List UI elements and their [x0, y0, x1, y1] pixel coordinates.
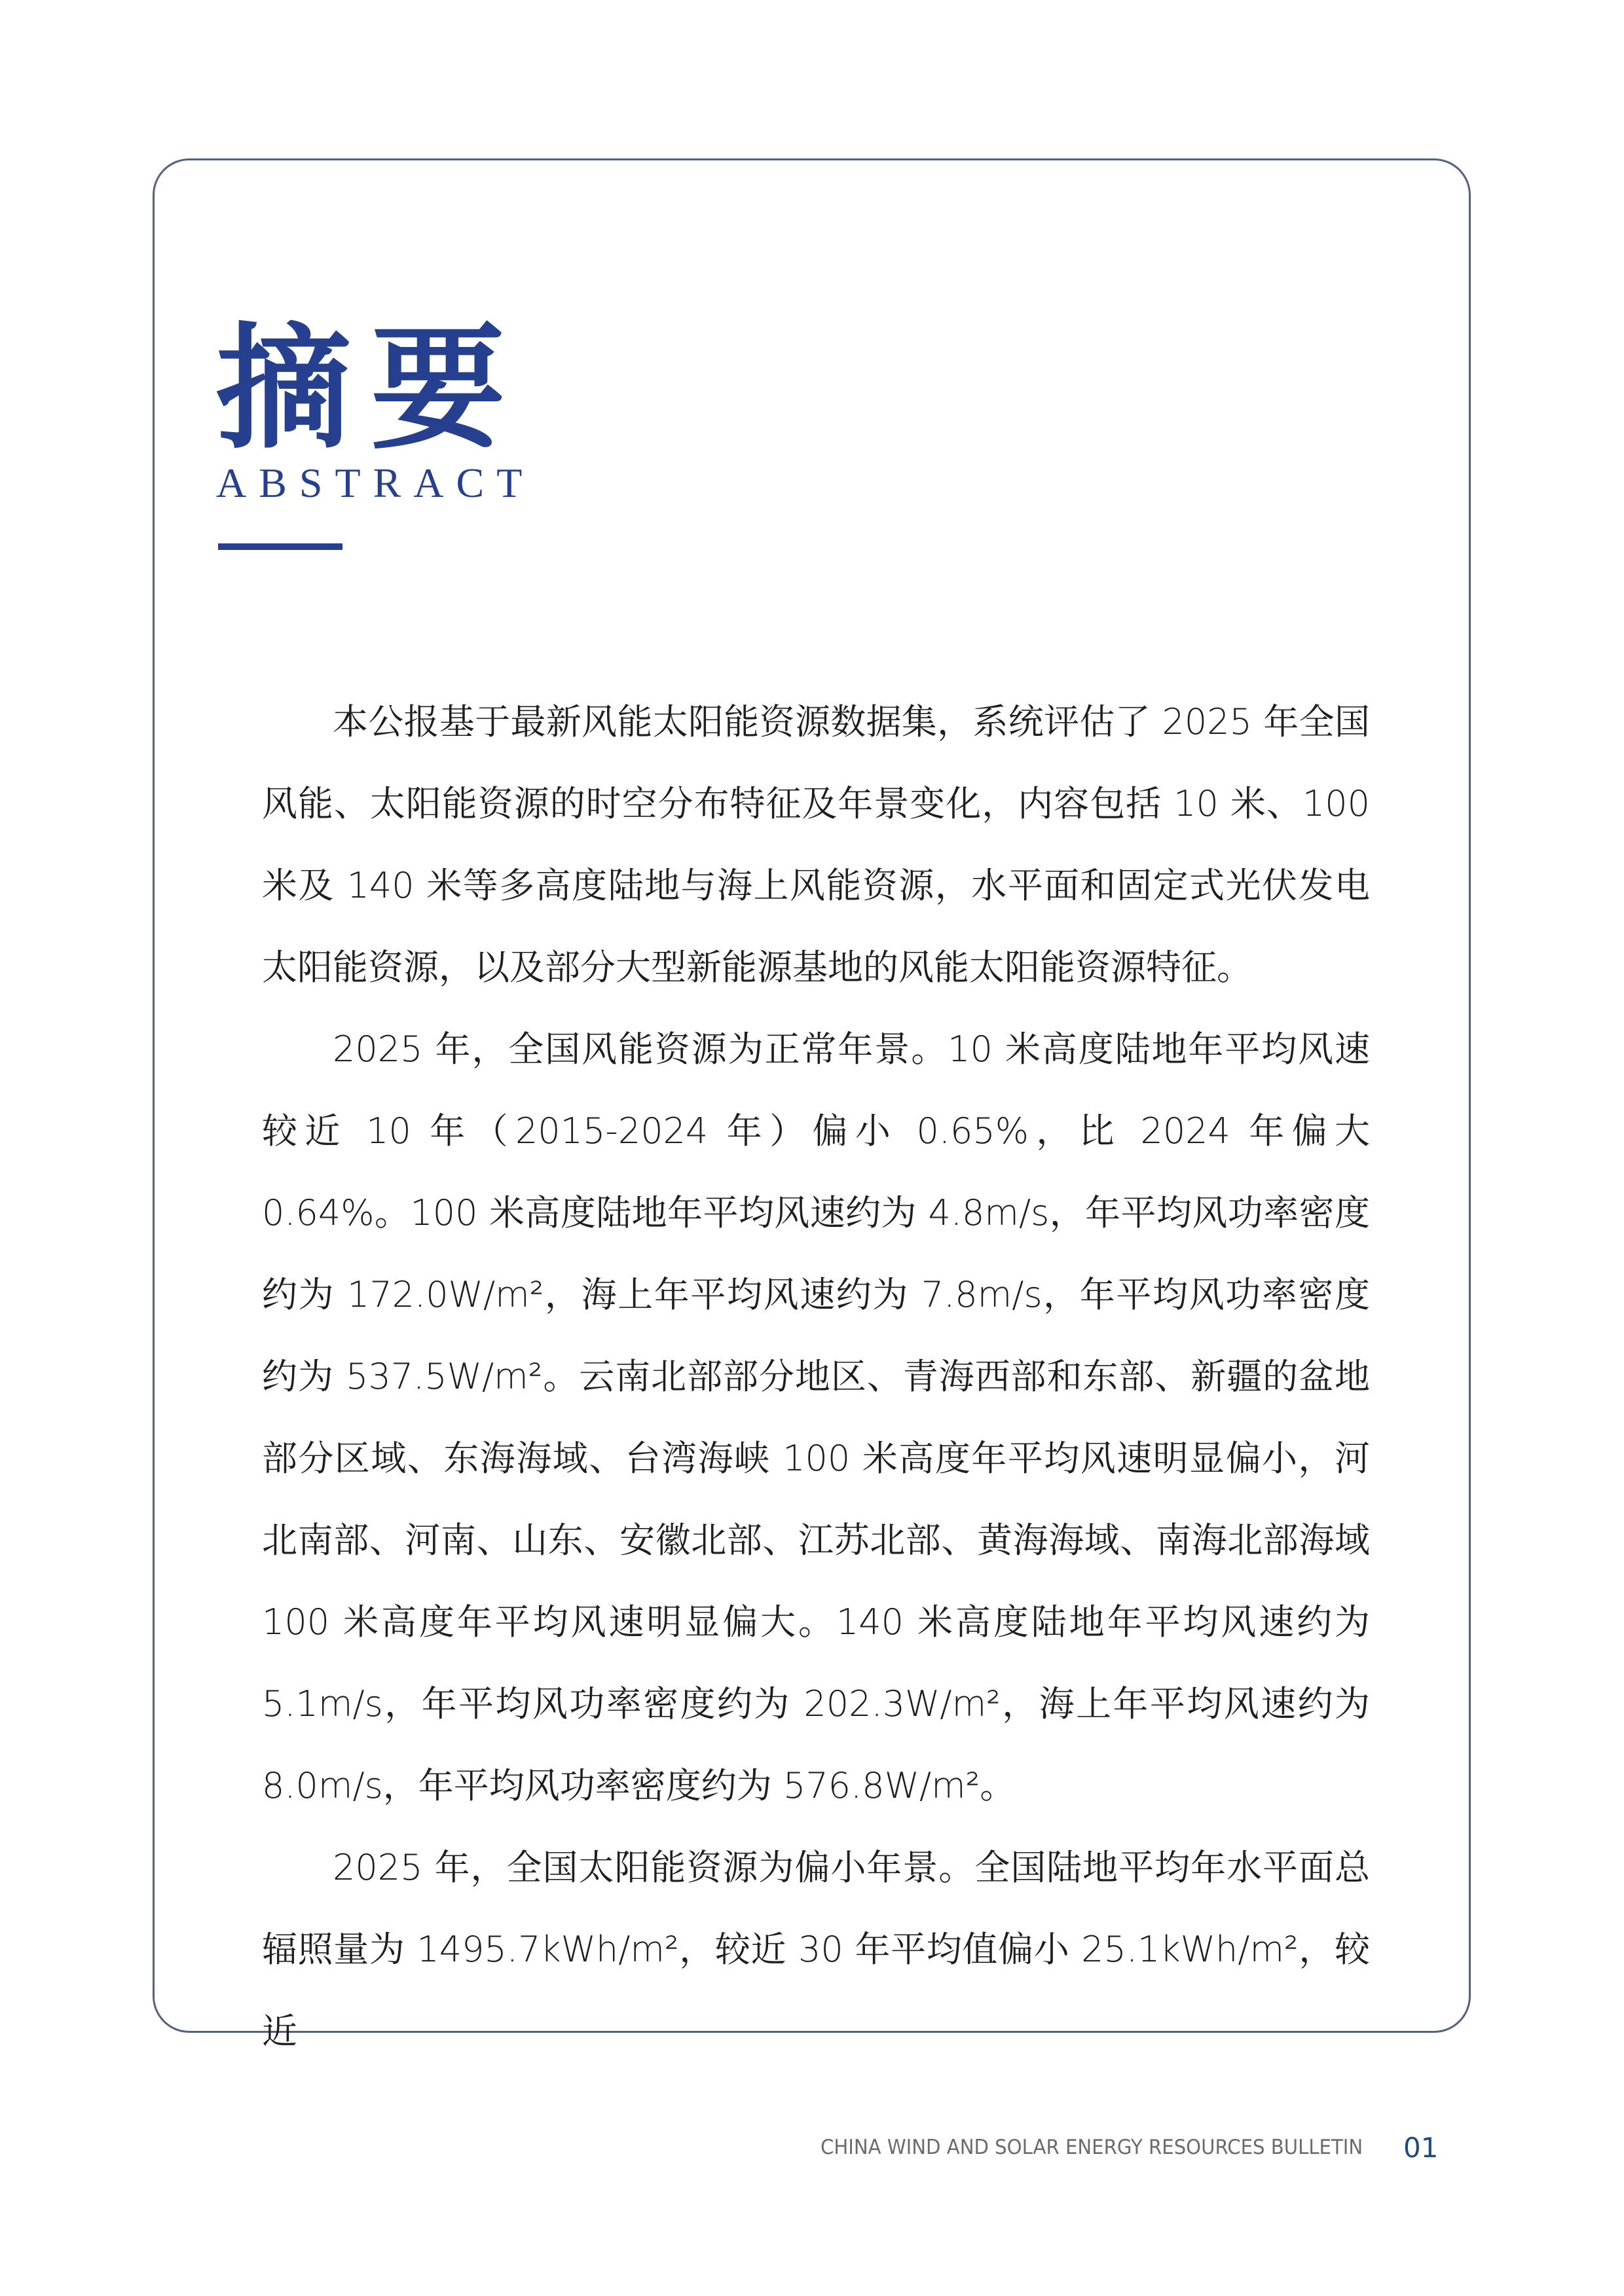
paragraph-wind: 2025 年，全国风能资源为正常年景。10 米高度陆地年平均风速较近 10 年（2015-2024 年）偏小 0.65%，比 2024 年偏大 0.64%。100 米高度陆地年平均风速约为 4.8m/s，年平均风功率密度约为 172.0W/m²，海上年平均风速约为 7.8m/s，年平均风功率密度约为 537.5W/m²。云南北部部分地区、青海西部和东部、新疆的盆地部分区域、东海海域、台湾海峡 100 米高度年平均风速明显偏小，河北南部、河南、山东、安徽北部、江苏北部、黄海海域、南海北部海域 100 米高度年平均风速明显偏大。140 米高度陆地年平均风速约为 5.1m/s，年平均风功率密度约为 202.3W/m²，海上年平均风速约为 8.0m/s，年平均风功率密度约为 576.8W/m²。	[262, 1029, 1370, 1806]
abstract-body	[262, 681, 1370, 2072]
title-divider	[218, 543, 342, 550]
page-title: 摘要	[216, 309, 526, 467]
paragraph-solar: 2025 年，全国太阳能资源为偏小年景。全国陆地平均年水平面总辐照量为 1495.7kWh/m²，较近 30 年平均值偏小 25.1kWh/m²，较近	[262, 1847, 1370, 2052]
paragraph-overview: 本公报基于最新风能太阳能资源数据集，系统评估了 2025 年全国风能、太阳能资源的时空分布特征及年景变化，内容包括 10 米、100 米及 140 米等多高度陆地与海上风能资源，水平面和固定式光伏发电太阳能资源，以及部分大型新能源基地的风能太阳能资源特征。	[262, 701, 1370, 988]
page-number: 01	[1403, 2131, 1439, 2164]
page-subtitle: ABSTRACT	[216, 460, 535, 506]
bulletin-title: CHINA WIND AND SOLAR ENERGY RESOURCES BULLETIN	[821, 2136, 1363, 2159]
page-footer	[821, 2131, 1439, 2164]
